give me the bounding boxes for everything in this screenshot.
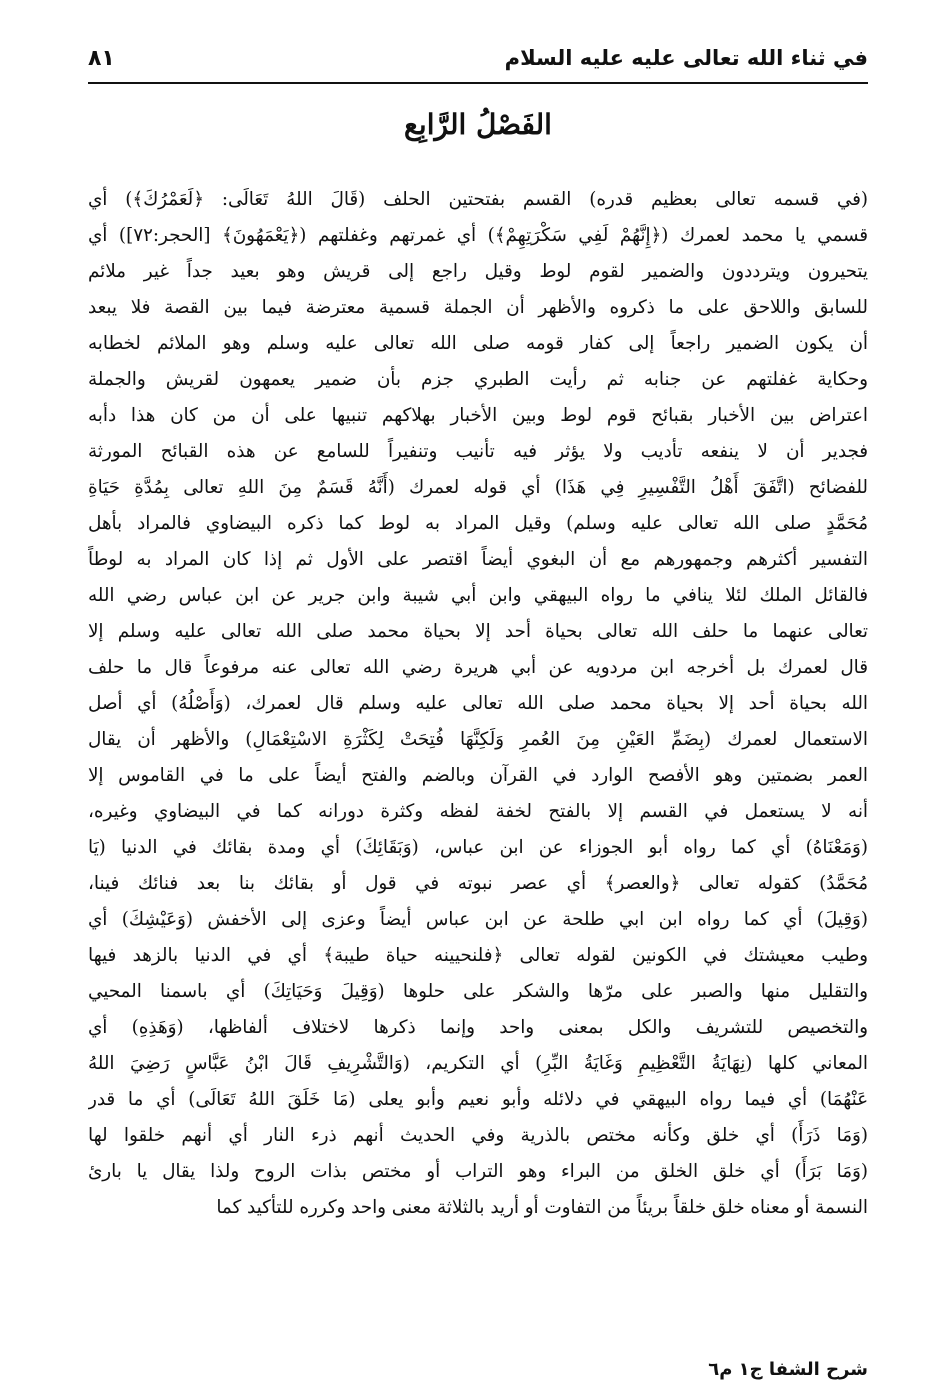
text-line: (وَمَا بَرَأَ) أي خلق الخلق من البراء وهو التراب أو مختص بذات الروح ولذا يقال يا بارئ <box>88 1161 868 1182</box>
text-line: أنه لا يستعمل في القسم إلا بالفتح لخفة لفظه وكثرة دورانه كما في البيضاوي وغيره، <box>88 801 868 822</box>
text-line: فالقائل الملك لئلا ينافي ما رواه البيهقي وابن أبي شيبة وابن جرير عن ابن عباس رضي الله <box>88 585 868 606</box>
text-line: (وَقِيلَ) أي كما رواه ابن ابي طلحة عن ابن عباس أيضاً وعزى إلى الأخفش (وَعَيْشِكَ) أي <box>88 909 868 930</box>
text-line: عَنْهُمَا) أي فيما رواه البيهقي في دلائله وأبو نعيم وأبو يعلى (مَا خَلَقَ اللهُ تَعَالَى) أي ما قدر <box>88 1089 868 1110</box>
text-line: تعالى عنهما ما حلف الله تعالى بحياة أحد إلا بحياة محمد صلى الله تعالى عليه وسلم إلا <box>88 621 868 642</box>
printer-signature: شرح الشفا ج١ م٦ <box>708 1359 868 1380</box>
text-line: قال لعمرك بل أخرجه ابن مردويه عن أبي هريرة رضي الله تعالى عنه مرفوعاً قال ما حلف <box>88 657 868 678</box>
chapter-title: الفَصْلُ الرَّابِع <box>404 108 552 141</box>
text-line: التفسير أكثرهم وجمهورهم مع أن البغوي أيضاً اقتصر على الأول ثم إذا كان المراد به لوطاً <box>88 549 868 570</box>
text-line: فجدير أن لا ينفعه تأديب ولا يؤثر فيه تأنيب وتنفيراً للسامع عن هذه القبائح المورثة <box>88 441 868 462</box>
text-line: وحكاية غفلتهم عن جنابه ثم رأيت الطبري جزم بأن ضمير يعمهون لقريش والجملة <box>88 369 868 390</box>
text-line: (وَمَا ذَرَأَ) أي خلق وكأنه مختص بالذرية وفي الحديث أنهم ذرء النار أي أنهم خلقوا لها <box>88 1125 868 1146</box>
text-line: مُحَمَّدٍ صلى الله تعالى عليه وسلم) وقيل المراد به لوط كما ذكره البيضاوي فالمراد بأهل <box>88 513 868 534</box>
text-line: والتخصيص للتشريف والكل بمعنى واحد وإنما ذكرها لاختلاف ألفاظها، (وَهَذِهِ) أي <box>88 1017 868 1038</box>
text-line: الله بحياة أحد إلا بحياة محمد صلى الله تعالى عليه وسلم قال لعمرك، (وَأَصْلُهُ) أي أصل <box>88 693 868 714</box>
text-line: والتقليل منها والصبر على مرّها والشكر على حلوها (وَقِيلَ وَحَيَاتِكَ) أي باسمنا المحيي <box>88 981 868 1002</box>
text-line: أن يكون الضمير راجعاً إلى كفار قومه صلى الله تعالى عليه وسلم وهو الملائم لخطابه <box>88 333 868 354</box>
text-line: مُحَمَّدُ) كقوله تعالى ﴿والعصر﴾ أي عصر نبوته في قول أو بقائك بنا بعد فنائك فينا، <box>88 873 868 894</box>
text-line: النسمة أو معناه خلق خلقاً بريئاً من التفاوت أو أريد بالثلاثة معنى واحد وكرره للتأكيد كما <box>216 1197 868 1218</box>
text-line: المعاني كلها (نِهَايَةُ التَّعْظِيمِ وَغَايَةُ البِّرِ) أي التكريم، (وَالتَّشْرِيفِ قَالَ ابْنُ عَبَّاسٍ رَضِيَ اللهُ <box>88 1053 868 1074</box>
text-line: اعتراض بين الأخبار بقبائح قوم لوط وبين الأخبار بهلاكهم تنبيها على أن من كان هذا دأبه <box>88 405 868 426</box>
commentary-text <box>88 182 868 1226</box>
text-line: يتحيرون ويترددون والضمير لقوم لوط وقيل راجع إلى قريش وهو بعيد جداً غير ملائم <box>88 261 868 282</box>
text-line: وطيب معيشتك في الكونين لقوله تعالى ﴿فلنحيينه حياة طيبة﴾ أي في الدنيا بالزهد فيها <box>88 945 868 966</box>
text-line: (وَمَعْنَاهُ) أي كما رواه أبو الجوزاء عن ابن عباس، (وَبَقَائِكَ) أي ومدة بقائك في الدنيا (يَا <box>88 837 868 858</box>
text-line: للفضائح (اتَّفَقَ أَهْلُ التَّفْسِيرِ فِي هَذَا) أي قوله لعمرك (أَنَّهُ قَسَمٌ مِنَ اللهِ تعالى بِمُدَّةِ حَيَاةِ <box>88 477 868 498</box>
text-line: (في قسمه تعالى بعظيم قدره) القسم بفتحتين الحلف (قَالَ اللهُ تَعَالَى: ﴿لَعَمْرُكَ﴾) أي <box>88 189 868 210</box>
text-line: العمر بضمتين وهو الأفصح الوارد في القرآن وبالضم والفتح أيضاً على ما في القاموس إلا <box>88 765 868 786</box>
page-header <box>88 34 868 84</box>
text-line: للسابق واللاحق على ما ذكروه والأظهر أن الجملة قسمية معترضة فيما بين القصة فلا يبعد <box>88 297 868 318</box>
page-number: ٨١ <box>88 45 115 71</box>
text-line: قسمي يا محمد لعمرك (﴿إِنَّهُمْ لَفِي سَكْرَتِهِمْ﴾) أي غمرتهم وغفلتهم (﴿يَعْمَهُونَ﴾ [الحجر:٧٢]) أي <box>88 225 868 246</box>
running-title: في ثناء الله تعالى عليه عليه السلام <box>504 46 868 70</box>
text-line: الاستعمال لعمرك (بِضَمِّ العَيْنِ مِنَ العُمرِ وَلَكِنَّهَا فُتِحَتْ لِكَثْرَةِ الاسْتِعْمَالِ) والأظهر أن يقال <box>88 729 868 750</box>
